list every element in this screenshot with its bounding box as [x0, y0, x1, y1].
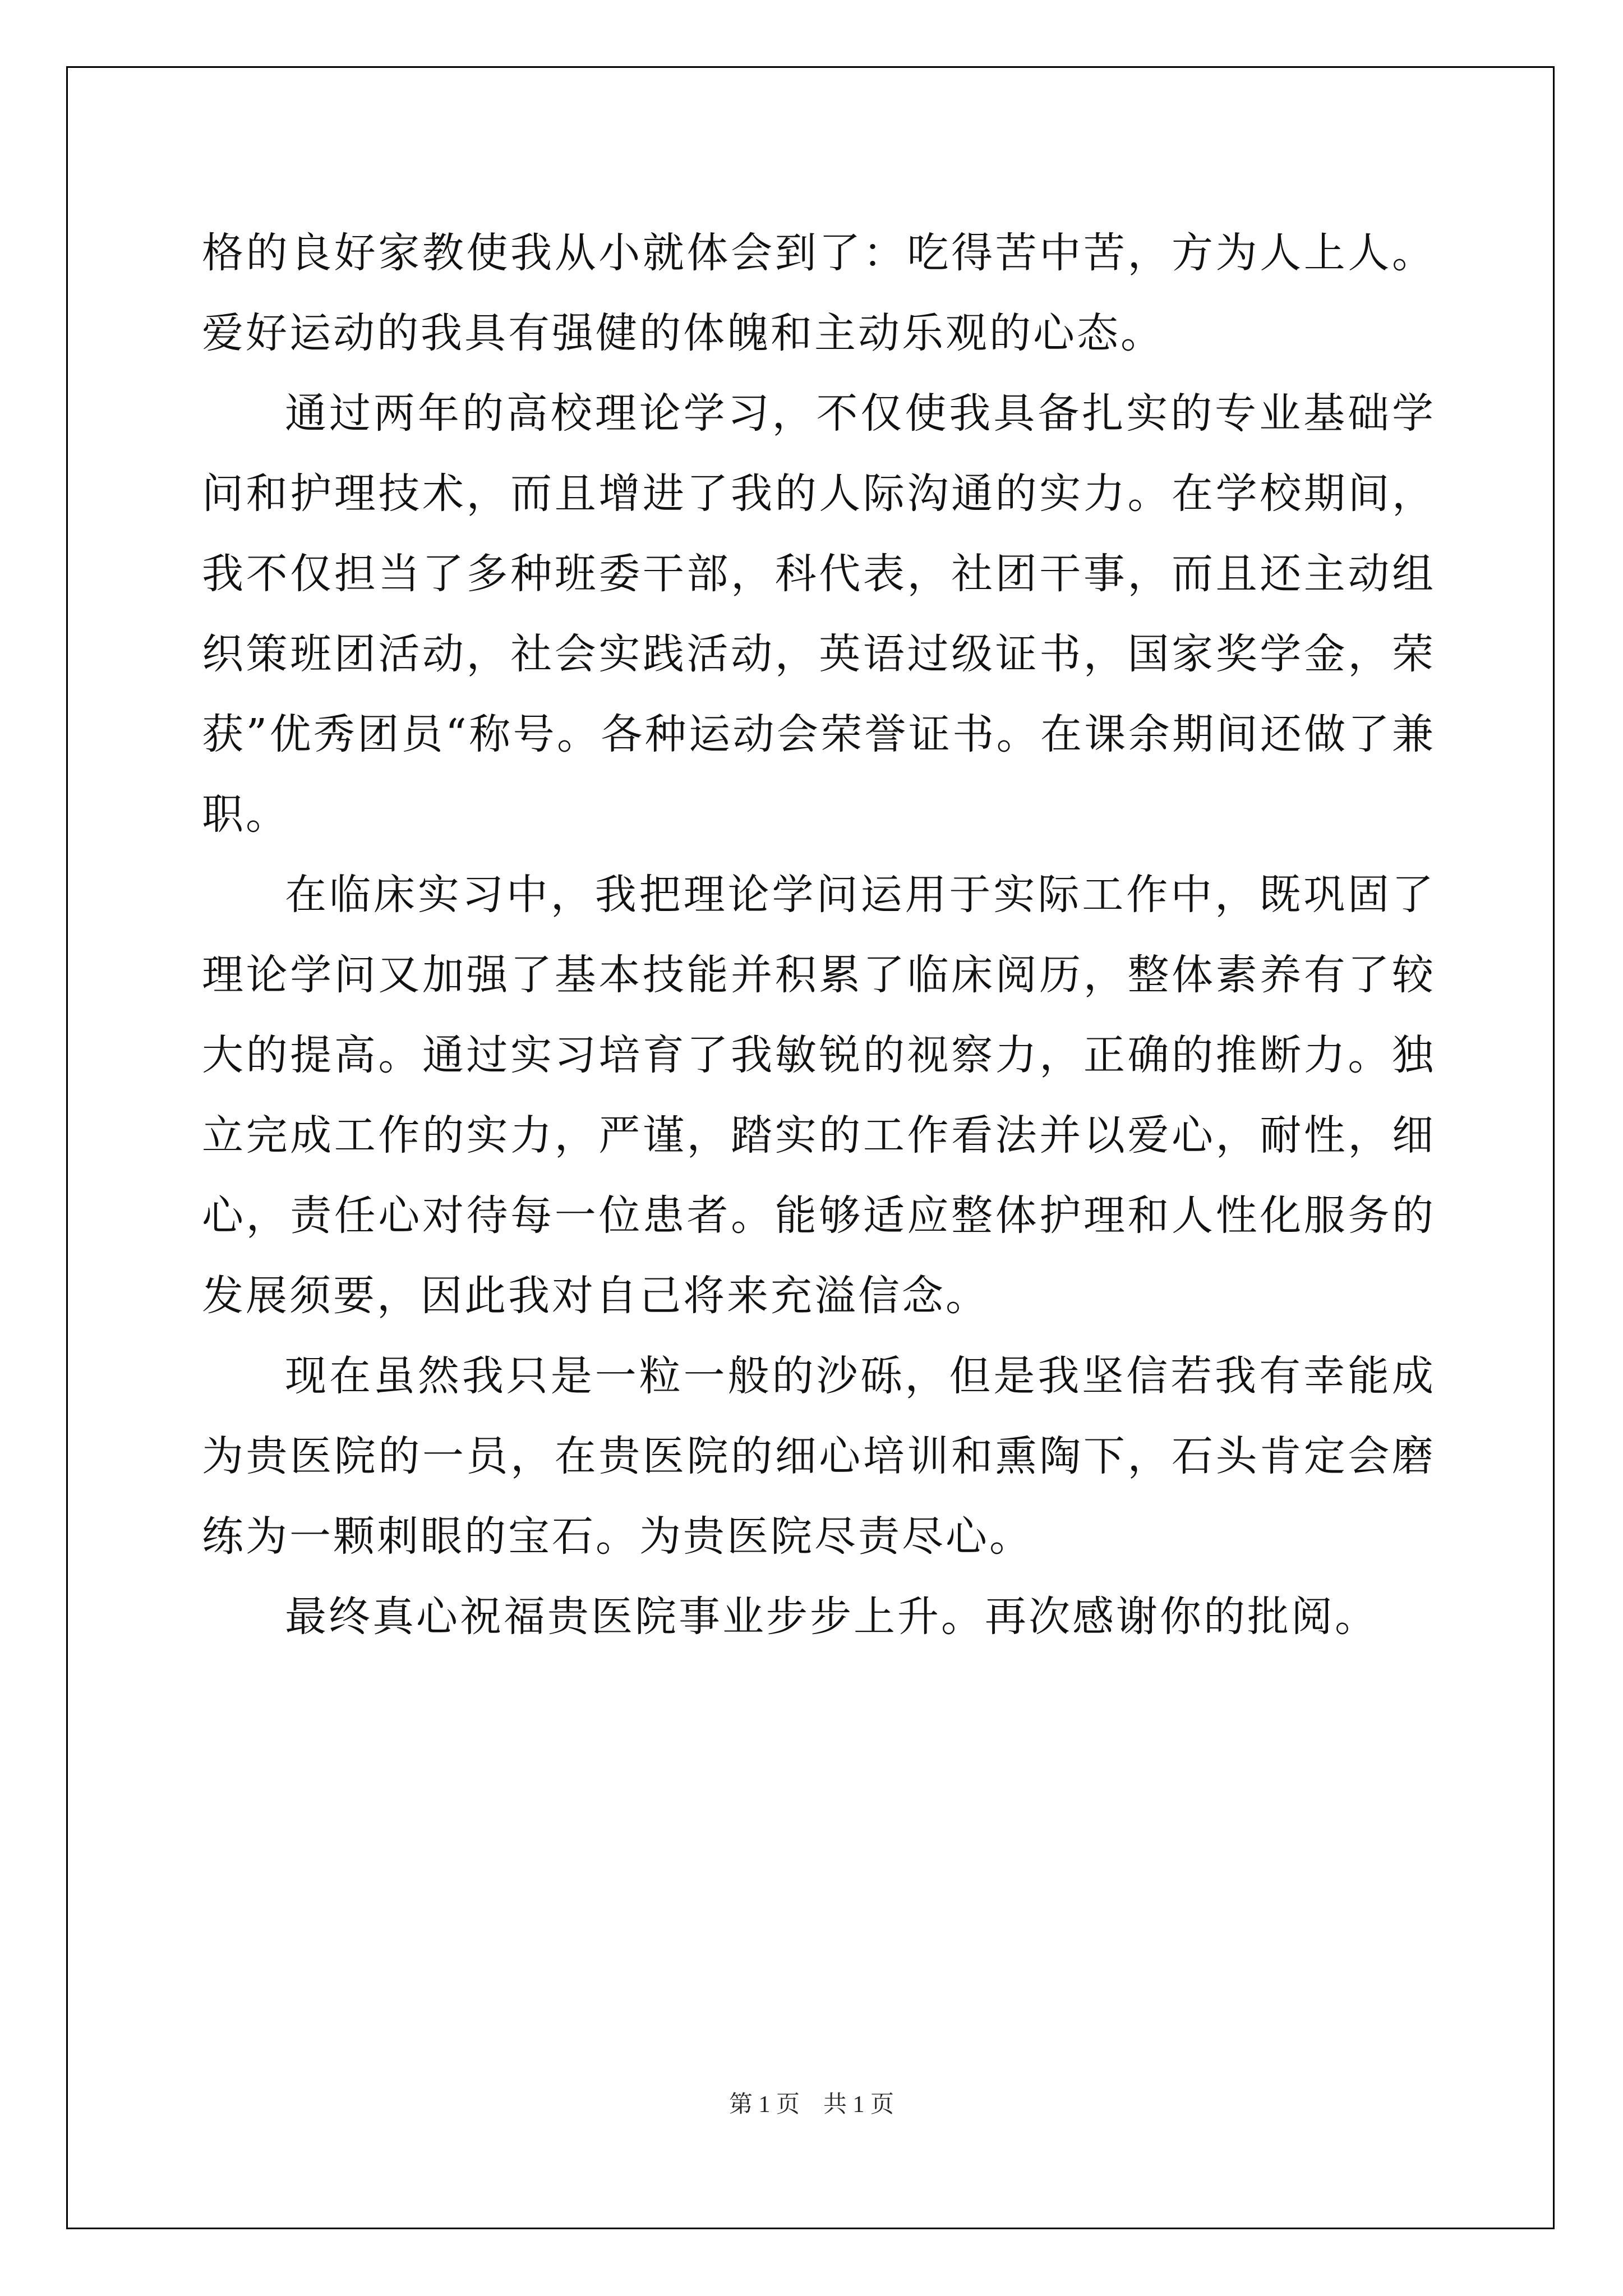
paragraph-1: 格的良好家教使我从小就体会到了：吃得苦中苦，方为人上人。爱好运动的我具有强健的体魄和主动乐观的心态。: [202, 229, 1436, 357]
paragraph-2: 通过两年的高校理论学习，不仅使我具备扎实的专业基础学问和护理技术，而且增进了我的人际沟通的实力。在学校期间，我不仅担当了多种班委干部，科代表，社团干事，而且还主动组织策班团活动，社会实践活动，英语过级证书，国家奖学金，荣获”优秀团员“称号。各种运动会荣誉证书。在课余期间还做了兼职。: [202, 389, 1436, 839]
page-footer: [0, 2086, 1623, 2119]
document-body: [202, 213, 1436, 1657]
page-total: 共 1 页: [823, 2092, 895, 2118]
paragraph-3: 在临床实习中，我把理论学问运用于实际工作中，既巩固了理论学问又加强了基本技能并积累了临床阅历，整体素养有了较大的提高。通过实习培育了我敏锐的视察力，正确的推断力。独立完成工作的实力，严谨，踏实的工作看法并以爱心，耐性，细心，责任心对待每一位患者。能够适应整体护理和人性化服务的发展须要，因此我对自己将来充溢信念。: [202, 871, 1436, 1320]
paragraph-4: 现在虽然我只是一粒一般的沙砾，但是我坚信若我有幸能成为贵医院的一员，在贵医院的细心培训和熏陶下，石头肯定会磨练为一颗刺眼的宝石。为贵医院尽责尽心。: [202, 1352, 1436, 1561]
page-number: 第 1 页: [728, 2092, 800, 2118]
paragraph-5: 最终真心祝福贵医院事业步步上升。再次感谢你的批阅。: [285, 1593, 1378, 1641]
